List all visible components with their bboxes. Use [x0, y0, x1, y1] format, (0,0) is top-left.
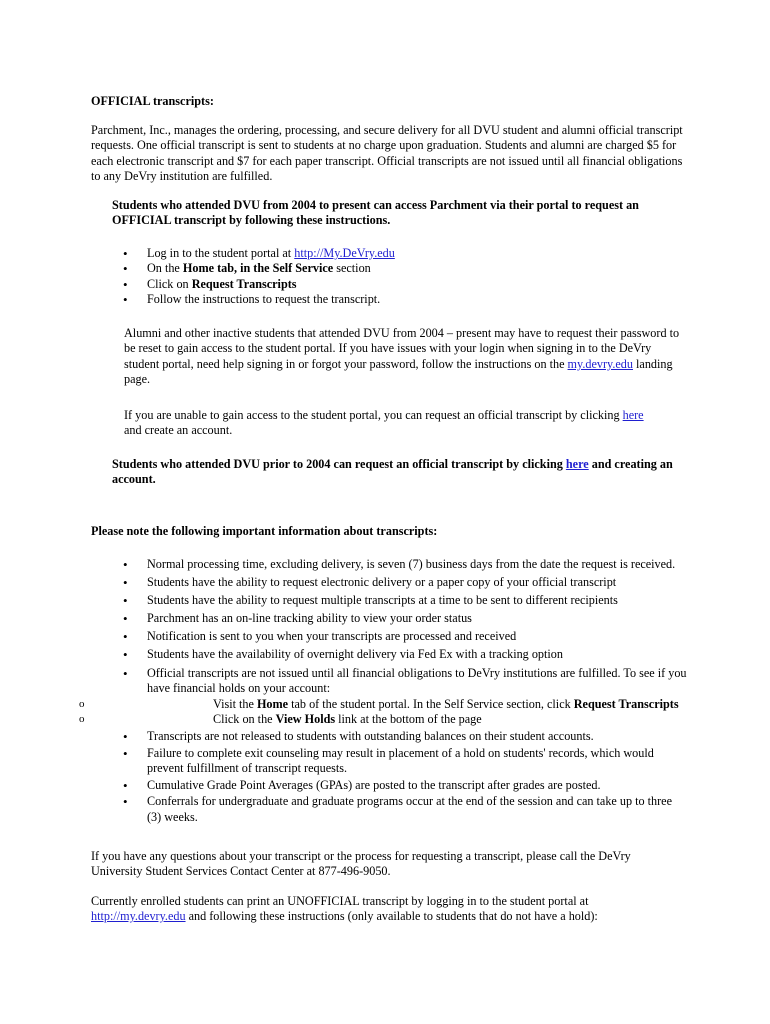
list-item: • Transcripts are not released to students with outstanding balances on their student accounts.	[112, 729, 687, 745]
sub-list-item: o Visit the Home tab of the student portal. In the Self Service section, click Request Transcripts	[0, 697, 687, 713]
list-item: • Follow the instructions to request the transcript.	[112, 292, 692, 307]
list-item: • Cumulative Grade Point Averages (GPAs) are posted to the transcript after grades are posted.	[112, 778, 687, 794]
devry-landing-link[interactable]: my.devry.edu	[567, 356, 633, 371]
list-item: • Log in to the student portal at http://My.DeVry.edu	[112, 246, 692, 261]
intro-paragraph: Parchment, Inc., manages the ordering, processing, and secure delivery for all DVU student and alumni official transcript requests. One official transcript is sent to students at no charge upon graduation. Students and alumni are charged $5 for each electronic transcript and $7 for each paper transcript. Official transcripts are not issued until all financial obligations to any DeVry institution are fulfilled.	[91, 123, 683, 184]
list-item: • Parchment has an on-line tracking ability to view your order status	[112, 611, 687, 627]
list-item: • On the Home tab, in the Self Service section	[112, 261, 692, 276]
list-item: • Students have the availability of overnight delivery via Fed Ex with a tracking option	[112, 647, 687, 663]
page-heading: OFFICIAL transcripts:	[91, 94, 214, 108]
list-item: • Notification is sent to you when your transcripts are processed and received	[112, 629, 687, 645]
questions-paragraph: If you have any questions about your transcript or the process for requesting a transcript, please call the DeVry University Student Services Contact Center at 877-496-9050.	[91, 849, 631, 879]
sub-list-item: o Click on the View Holds link at the bottom of the page	[0, 712, 687, 728]
prior-2004-paragraph: Students who attended DVU prior to 2004 can request an official transcript by clicking here and creating an account.	[112, 457, 673, 487]
list-item: • Conferrals for undergraduate and graduate programs occur at the end of the session and can take up to three (3) weeks.	[112, 794, 687, 825]
unable-access-paragraph: If you are unable to gain access to the student portal, you can request an official transcript by clicking here and create an account.	[124, 408, 644, 438]
list-item: • Normal processing time, excluding delivery, is seven (7) business days from the date the request is received.	[112, 557, 687, 573]
list-item: • Official transcripts are not issued until all financial obligations to DeVry institutions are fulfilled. To see if you have financial holds on your account:	[112, 666, 687, 697]
my-devry-link[interactable]: http://my.devry.edu	[91, 909, 186, 924]
portal-steps-list	[112, 246, 692, 308]
notes-title: Please note the following important information about transcripts:	[91, 524, 438, 538]
notes-list	[112, 557, 687, 826]
portal-link[interactable]: http://My.DeVry.edu	[294, 246, 395, 260]
prior-2004-here-link[interactable]: here	[565, 457, 589, 471]
list-item: • Students have the ability to request multiple transcripts at a time to be sent to different recipients	[112, 593, 687, 609]
list-item: • Failure to complete exit counseling may result in placement of a hold on students' records, which would prevent fulfillment of transcript requests.	[112, 746, 687, 777]
alumni-paragraph: Alumni and other inactive students that attended DVU from 2004 – present may have to request their password to be reset to gain access to the student portal. If you have issues with your login when signing in to the DeVry student portal, need help signing in or forgot your password, follow the instructions on the my.devry.edu landing page.	[124, 326, 680, 387]
request-here-link[interactable]: here	[622, 408, 644, 422]
unofficial-paragraph: Currently enrolled students can print an UNOFFICIAL transcript by logging in to the student portal at http://my.devry.edu and following these instructions (only available to students that do not have a hold):	[91, 894, 598, 924]
list-item: • Students have the ability to request electronic delivery or a paper copy of your official transcript	[112, 575, 687, 591]
section-2004-title: Students who attended DVU from 2004 to present can access Parchment via their portal to request an OFFICIAL transcript by following these instructions.	[112, 198, 639, 228]
list-item: • Click on Request Transcripts	[112, 277, 692, 292]
